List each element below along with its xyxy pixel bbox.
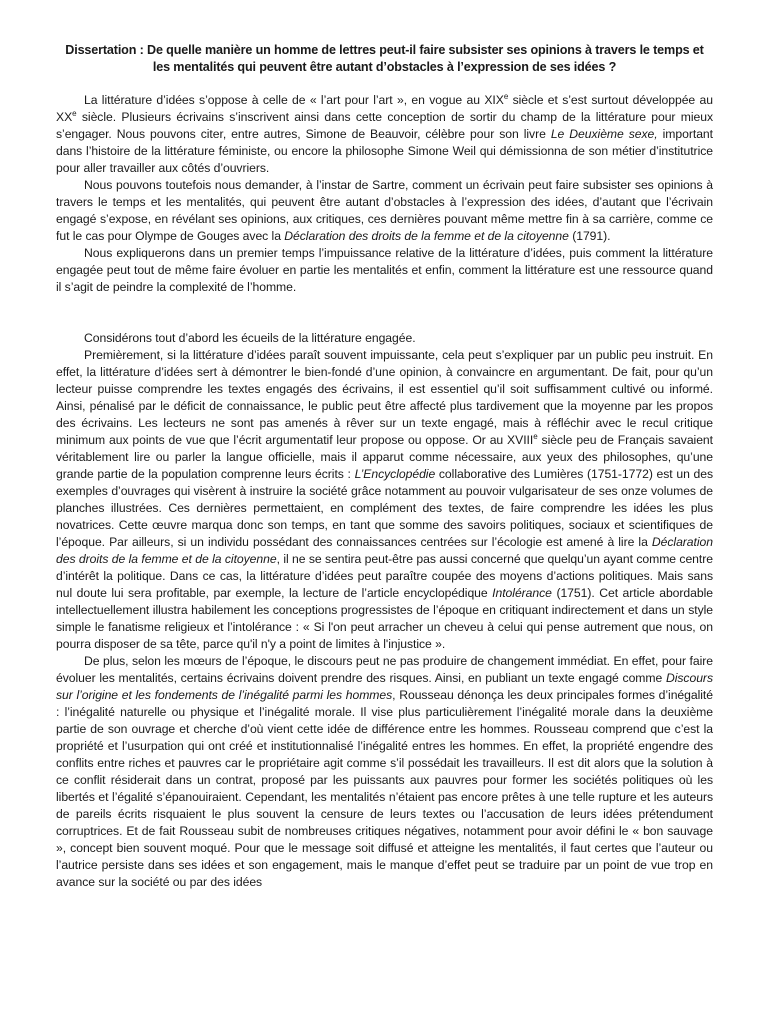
section-gap bbox=[56, 296, 713, 330]
intro-paragraph-2: Nous pouvons toutefois nous demander, à l’instar de Sartre, comment un écrivain peut faire subsister ses opinions à travers le temps et les mentalités, qui peuvent être autant d’obstacles à l’expression des idées, d’autant que l’écrivain engagé s’expose, en révélant ses opinions, aux critiques, ces dernières pouvant même mettre fin à sa carrière, comme ce fut le cas pour Olympe de Gouges avec la Déclaration des droits de la femme et de la citoyenne (1791). bbox=[56, 178, 713, 243]
body-paragraph-2: Premièrement, si la littérature d’idées paraît souvent impuissante, cela peut s’expliquer par un public peu instruit. En effet, la littérature d’idées sert à démontrer le bien-fondé d’une opinion, à convaincre en argumentant. De fait, pour qu’un lecteur puisse comprendre les textes engagés des écrivains, il est essentiel qu’il soit suffisamment cultivé ou informé. Ainsi, pénalisé par le déficit de connaissance, le public peut être affecté plus tardivement que la moyenne par les propos des écrivains. Les lecteurs ne sont pas amenés à rêver sur un texte engagé, mais à réfléchir avec le recul critique minimum aux points de vue que l’écrit argumentatif leur propose ou oppose. Or au XVIIIe siècle peu de Français savaient véritablement lire ou parler la langue officielle, mais il apparut comme nécessaire, aux yeux des philosophes, qu’une grande partie de la population comprenne leurs écrits : L’Encyclopédie collaborative des Lumières (1751-1772) est un des exemples d’ouvrages qui visèrent à instruire la société grâce notamment au pouvoir vulgarisateur de ses onze volumes de planches illustrées. Ces dernières permettaient, en complément des textes, de faire comprendre les idées les plus novatrices. Cette œuvre marqua donc son temps, en tant que somme des savoirs politiques, sociaux et scientifiques de l’époque. Par ailleurs, si un individu possédant des connaissances centrées sur l’écologie est amené à lire la Déclaration des droits de la femme et de la citoyenne, il ne se sentira peut-être pas aussi concerné que quelqu’un ayant comme centre d’intérêt la politique. Dans ce cas, la littérature d’idées peut paraître coupée des moyens d’actions politiques. Mais sans nul doute lui sera profitable, par exemple, la lecture de l’article encyclopédique Intolérance (1751). Cet article abordable intellectuellement illustra habilement les conceptions progressistes de l’époque en critiquant indirectement et dans un style simple le fanatisme religieux et l’intolérance : « Si l'on peut arracher un cheveu à celui qui pense autrement que nous, on pourra disposer de sa tête, parce qu'il n'y a point de limites à l'injustice ». bbox=[56, 348, 714, 651]
body-paragraph-1: Considérons tout d’abord les écueils de la littérature engagée. bbox=[84, 331, 416, 345]
body-paragraph-3: De plus, selon les mœurs de l’époque, le discours peut ne pas produire de changement immédiat. En effet, pour faire évoluer les mentalités, certains écrivains doivent prendre des risques. Ainsi, en publiant un texte engagé comme Discours sur l’origine et les fondements de l’inégalité parmi les hommes, Rousseau dénonça les deux principales formes d’inégalité : l’inégalité naturelle ou physique et l’inégalité morale. Il vise plus particulièrement l’inégalité morale dans la deuxième partie de son ouvrage et cherche d’où vient cette idée de différence entre les hommes. Rousseau comprend que c’est la propriété et l’usurpation qui ont créé et institutionnalisé l’inégalité entres les hommes. En effet, la propriété engendre des conflits entre riches et pauvres car le propriétaire agit comme s’il possédait les travailleurs. Il est dit alors que la solution à ce conflit résiderait dans un contrat, proposé par les puissants aux pauvres pour former les sociétés politiques où les libertés et l’égalité s’épanouiraient. Cependant, les mentalités n’étaient pas encore prêtes à une telle rupture et les auteurs de pareils écrits risquaient le plus souvent la censure de leurs textes ou l’accusation de leurs idées prétendument corruptrices. Et de fait Rousseau subit de nombreuses critiques négatives, notamment pour avoir défini le « bon sauvage », concept bien souvent moqué. Pour que le message soit diffusé et atteigne les mentalités, il faut certes que l’auteur ou l’autrice persiste dans ses idées et son engagement, mais le manque d’effet peut se traduire par un point de vue trop en avance sur la société ou par des idées bbox=[56, 654, 713, 889]
intro-paragraph-3: Nous expliquerons dans un premier temps l’impuissance relative de la littérature d’idées, puis comment la littérature engagée peut tout de même faire évoluer en partie les mentalités et enfin, comment la littérature est une ressource quand il s’agit de peindre la complexité de l’homme. bbox=[56, 246, 713, 294]
page-title: Dissertation : De quelle manière un homme de lettres peut-il faire subsister ses opinions à travers le temps et les mentalités qui peuvent être autant d’obstacles à l’expression de ses idées ? bbox=[65, 43, 704, 74]
intro-paragraph-1: La littérature d’idées s’oppose à celle de « l’art pour l’art », en vogue au XIXe siècle et s’est surtout développée au XXe siècle. Plusieurs écrivains s’inscrivent ainsi dans cette conception de sortir du champ de la littérature pour mieux s’engager. Nous pouvons citer, entre autres, Simone de Beauvoir, célèbre pour son livre Le Deuxième sexe, important dans l’histoire de la littérature féministe, ou encore la philosophe Simone Weil qui démissionna de son métier d’institutrice pour aller travailler aux côtés d’ouvriers. bbox=[56, 91, 713, 175]
document-page bbox=[56, 42, 713, 891]
